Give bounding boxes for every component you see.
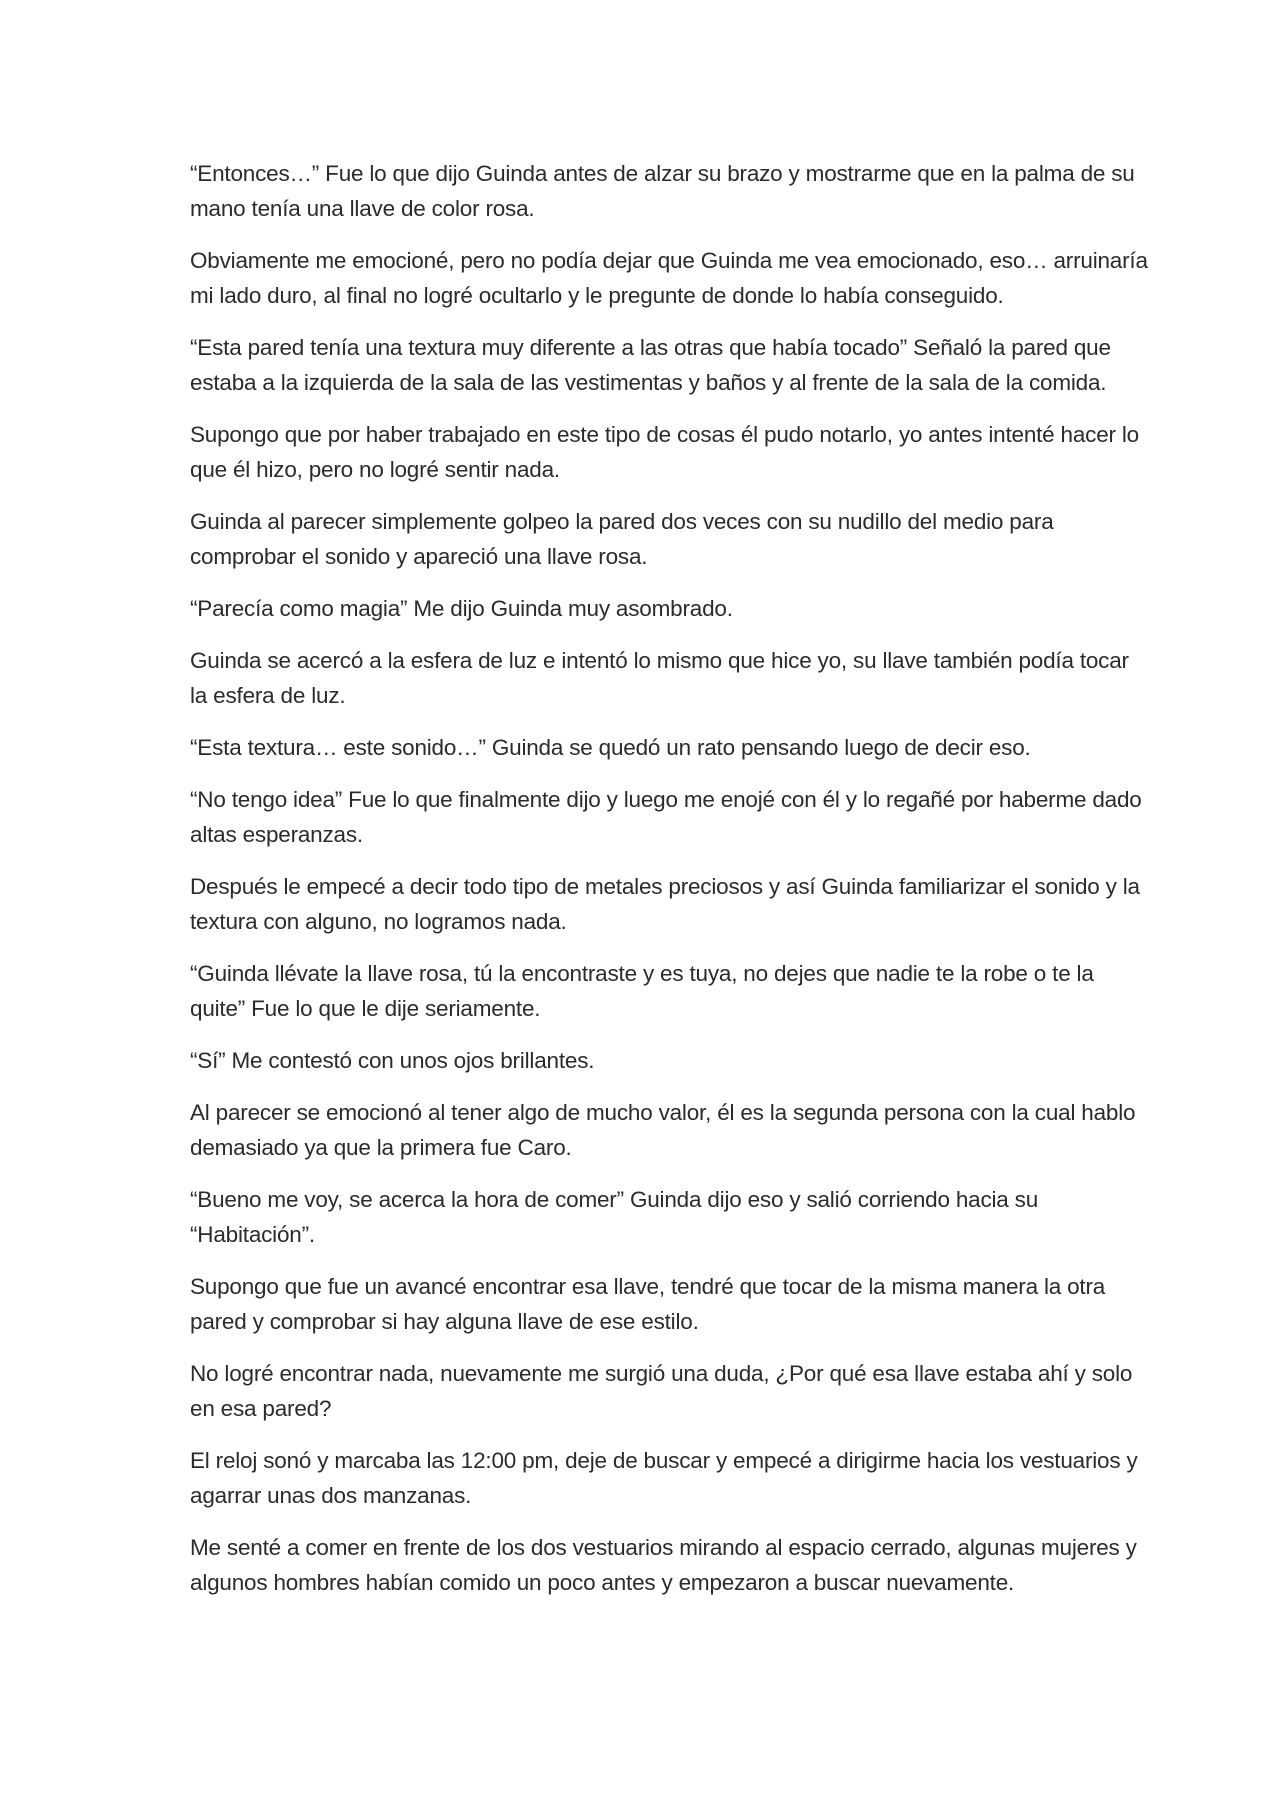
paragraph: Obviamente me emocioné, pero no podía dejar que Guinda me vea emocionado, eso… arruinaría mi lado duro, al final no logré ocultarlo y le pregunte de donde lo había conseguido. [190,248,1148,308]
paragraph: Me senté a comer en frente de los dos vestuarios mirando al espacio cerrado, algunas mujeres y algunos hombres habían comido un poco antes y empezaron a buscar nuevamente. [190,1535,1137,1595]
document-body [190,156,1150,1617]
paragraph: “Bueno me voy, se acerca la hora de comer” Guinda dijo eso y salió corriendo hacia su “Habitación”. [190,1187,1039,1247]
paragraph: El reloj sonó y marcaba las 12:00 pm, deje de buscar y empecé a dirigirme hacia los vestuarios y agarrar unas dos manzanas. [190,1448,1138,1508]
paragraph: Guinda al parecer simplemente golpeo la pared dos veces con su nudillo del medio para comprobar el sonido y apareció una llave rosa. [190,509,1054,569]
paragraph: “Esta textura… este sonido…” Guinda se quedó un rato pensando luego de decir eso. [190,735,1031,760]
paragraph: “Entonces…” Fue lo que dijo Guinda antes de alzar su brazo y mostrarme que en la palma de su mano tenía una llave de color rosa. [190,161,1135,221]
paragraph: “Guinda llévate la llave rosa, tú la encontraste y es tuya, no dejes que nadie te la robe o te la quite” Fue lo que le dije seriamente. [190,961,1094,1021]
paragraph: Después le empecé a decir todo tipo de metales preciosos y así Guinda familiarizar el sonido y la textura con alguno, no logramos nada. [190,874,1140,934]
paragraph: No logré encontrar nada, nuevamente me surgió una duda, ¿Por qué esa llave estaba ahí y solo en esa pared? [190,1361,1133,1421]
paragraph: Supongo que fue un avancé encontrar esa llave, tendré que tocar de la misma manera la otra pared y comprobar si hay alguna llave de ese estilo. [190,1274,1106,1334]
paragraph: Al parecer se emocionó al tener algo de mucho valor, él es la segunda persona con la cual hablo demasiado ya que la primera fue Caro. [190,1100,1136,1160]
paragraph: Guinda se acercó a la esfera de luz e intentó lo mismo que hice yo, su llave también podía tocar la esfera de luz. [190,648,1129,708]
paragraph: “Esta pared tenía una textura muy diferente a las otras que había tocado” Señaló la pared que estaba a la izquierda de la sala de las vestimentas y baños y al frente de la sala de la comida. [190,335,1111,395]
paragraph: “Sí” Me contestó con unos ojos brillantes. [190,1048,595,1073]
paragraph: Supongo que por haber trabajado en este tipo de cosas él pudo notarlo, yo antes intenté hacer lo que él hizo, pero no logré sentir nada. [190,422,1139,482]
paragraph: “No tengo idea” Fue lo que finalmente dijo y luego me enojé con él y lo regañé por haberme dado altas esperanzas. [190,787,1142,847]
paragraph: “Parecía como magia” Me dijo Guinda muy asombrado. [190,596,733,621]
